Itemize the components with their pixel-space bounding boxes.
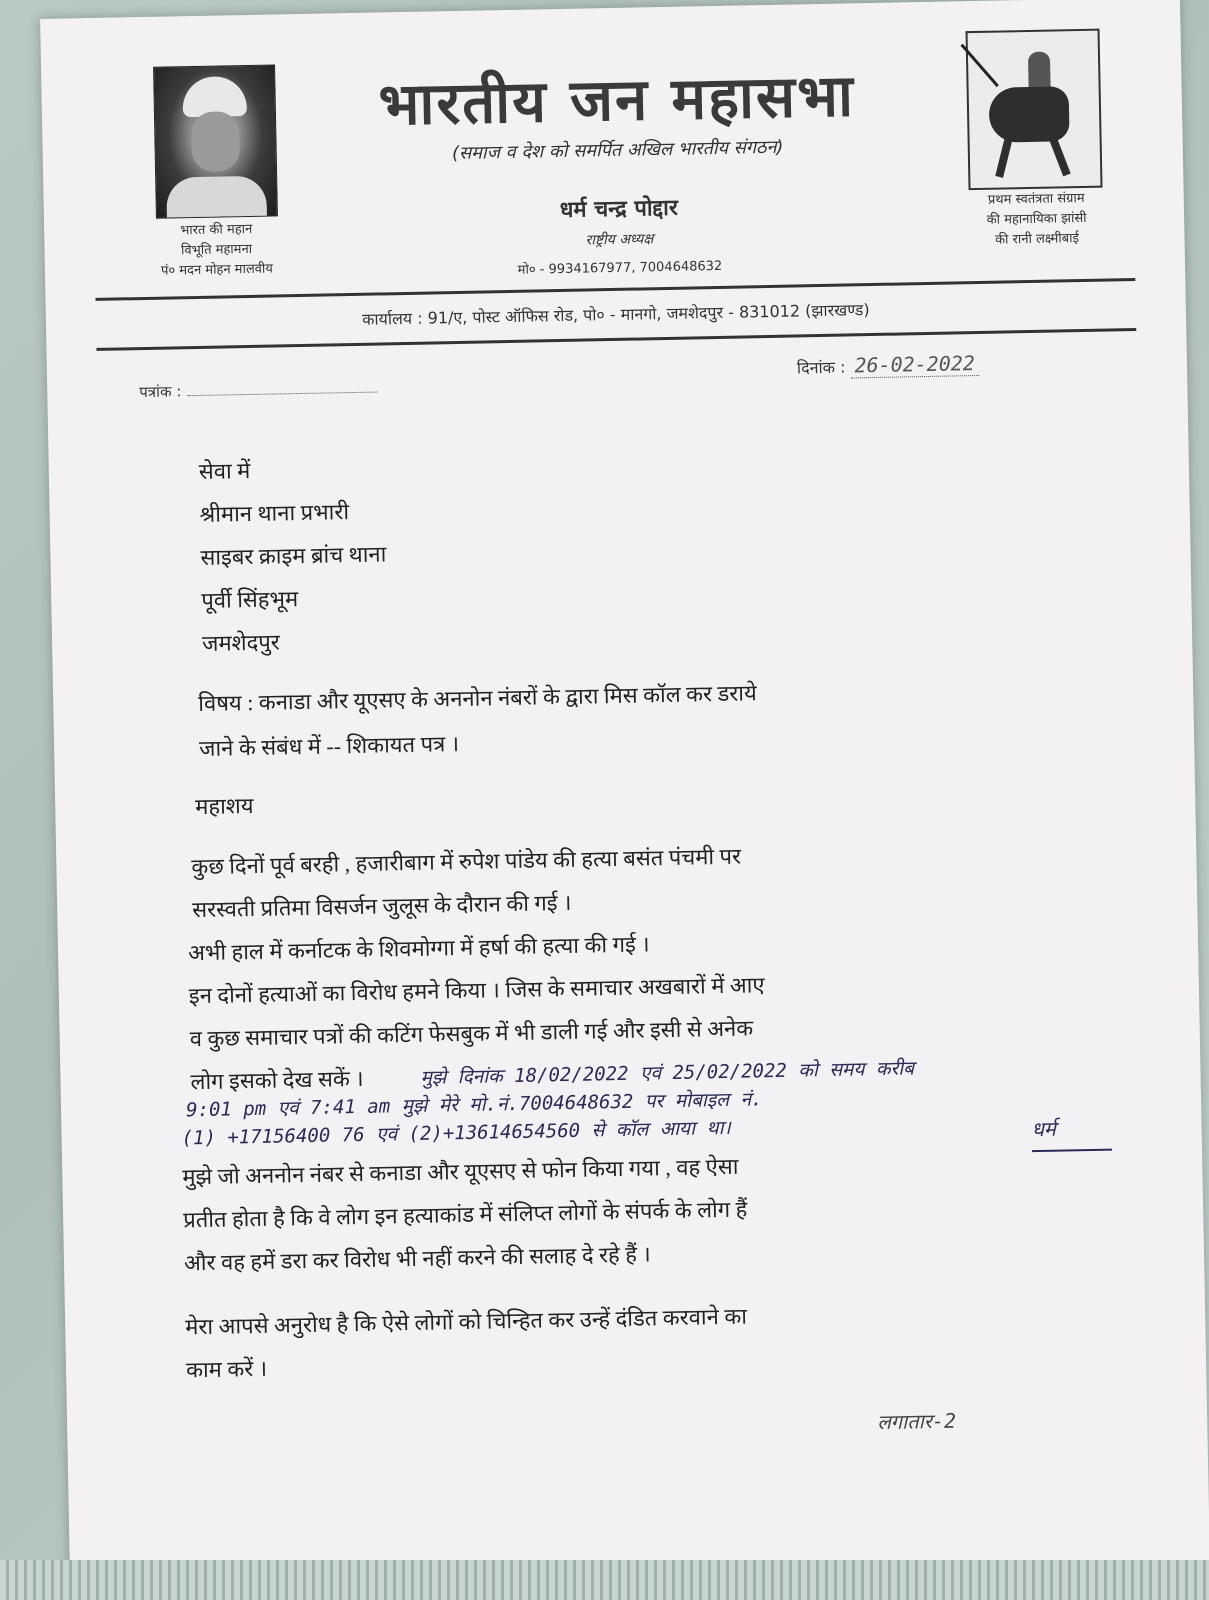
portrait-photo-right (966, 29, 1103, 191)
paragraph-line: मुझे जो अननोन नंबर से कनाडा और यूएसए से फोन किया गया , वह ऐसा (182, 1153, 739, 1190)
address-line: साइबर क्राइम ब्रांच थाना (200, 541, 387, 570)
paragraph-line: और वह हमें डरा कर विरोध भी नहीं करने की सलाह दे रहे हैं । (183, 1241, 651, 1276)
paragraph-line: काम करें । (185, 1355, 268, 1383)
right-photo-caption: प्रथम स्वतंत्रता संग्राम की महानायिका झांसी की रानी लक्ष्मीबाई (986, 190, 1087, 248)
president-role: राष्ट्रीय अध्यक्ष (585, 231, 654, 249)
paragraph-line: व कुछ समाचार पत्रों की कटिंग फेसबुक में भी डाली गई और इसी से अनेक (189, 1015, 754, 1052)
letter-date: दिनांक : 26-02-2022 (797, 351, 979, 378)
office-address: कार्यालय : 91/ए, पोस्ट ऑफिस रोड, पो० - मानगो, जमशेदपुर - 831012 (झारखण्ड) (361, 300, 870, 329)
subject-line-2: जाने के संबंध में -- शिकायत पत्र । (198, 731, 460, 762)
continued-note: लगातार-2 (876, 1408, 957, 1435)
subject-line-1: विषय : कनाडा और यूएसए के अननोन नंबरों के द्वारा मिस कॉल कर डराये (198, 680, 757, 717)
salutation: महाशय (195, 792, 254, 820)
organisation-subtitle: (समाज व देश को समर्पित अखिल भारतीय संगठन) (451, 136, 784, 165)
address-line: सेवा में (198, 457, 251, 484)
address-line: जमशेदपुर (201, 629, 280, 656)
address-line: श्रीमान थाना प्रभारी (199, 499, 350, 527)
paragraph-line: लोग इसको देख सकें । (190, 1065, 364, 1095)
handwritten-note-line: (1) +17156400 76 एवं (2)+13614654560 से कॉल आया था। (181, 1116, 731, 1150)
paragraph-line: मेरा आपसे अनुरोध है कि ऐसे लोगों को चिन्हित कर उन्हें दंडित करवाने का (185, 1303, 748, 1340)
handwritten-note-line: मुझे दिनांक 18/02/2022 एवं 25/02/2022 को समय करीब (420, 1057, 915, 1089)
address-line: पूर्वी सिंहभूम (201, 586, 299, 613)
letter-body (179, 440, 1019, 1383)
portrait-photo-left (153, 64, 278, 218)
background-cloth (0, 1560, 1209, 1600)
handwritten-initial: धर्म (1031, 1114, 1112, 1153)
paragraph-line: इन दोनों हत्याओं का विरोध हमने किया । जिस के समाचार अखबारों में आए (188, 972, 765, 1009)
left-photo-caption: भारत की महान विभूति महामना पं० मदन मोहन मालवीय (160, 221, 273, 279)
reference-number: पत्रांक : (139, 378, 377, 403)
paragraph-line: प्रतीत होता है कि वे लोग इन हत्याकांड में संलिप्त लोगों के संपर्क के लोग हैं (182, 1196, 748, 1233)
organisation-title: भारतीय जन महासभा (377, 61, 856, 139)
paragraph-line: अभी हाल में कर्नाटक के शिवमोग्गा में हर्षा की हत्या की गई । (187, 931, 650, 966)
handwritten-note-line: 9:01 pm एवं 7:41 am मुझे मेरे मो.नं.7004648632 पर मोबाइल नं. (185, 1088, 763, 1122)
president-name: धर्म चन्द्र पोद्दार (559, 195, 679, 223)
letter-sheet (40, 0, 1209, 1599)
paragraph-line: कुछ दिनों पूर्व बरही , हजारीबाग में रुपेश पांडेय की हत्या बसंत पंचमी पर (191, 843, 742, 880)
paragraph-line: सरस्वती प्रतिमा विसर्जन जुलूस के दौरान की गई । (191, 889, 572, 923)
president-phone: मो० - 9934167977, 7004648632 (517, 258, 723, 278)
